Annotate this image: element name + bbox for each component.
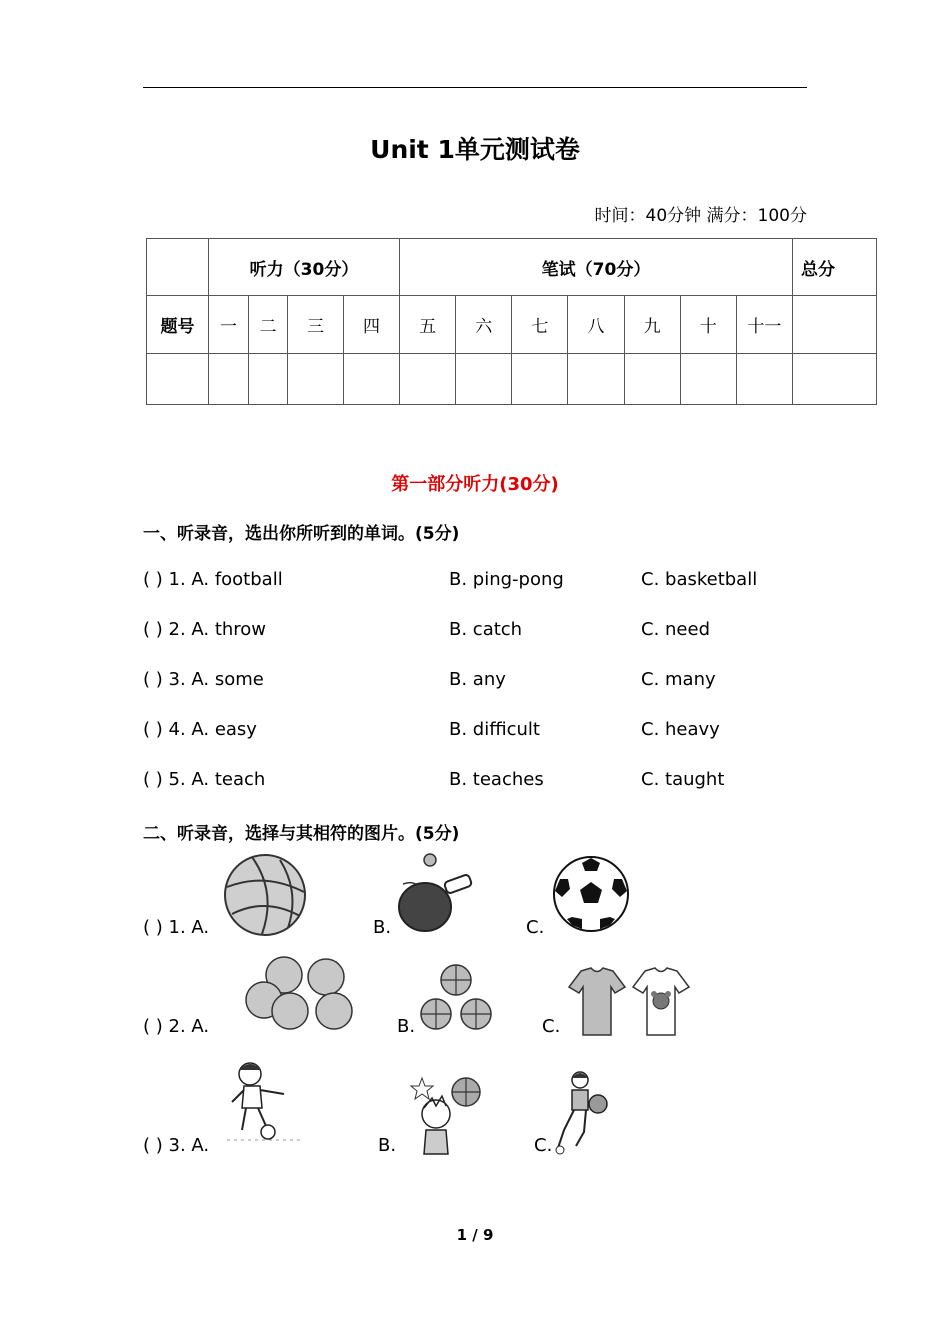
option-b: B. catch xyxy=(449,619,523,640)
section2-heading: 二、听录音，选择与其相符的图片。(5分) xyxy=(143,824,460,844)
score-cell[interactable] xyxy=(209,354,249,405)
ping-pong-paddle-icon xyxy=(395,852,475,934)
score-cell[interactable] xyxy=(249,354,288,405)
score-table xyxy=(146,238,877,405)
soccer-ball-icon xyxy=(552,855,630,933)
row-label: 题号 xyxy=(147,296,209,354)
option-b: B. teaches xyxy=(449,769,544,790)
score-cell[interactable] xyxy=(736,354,792,405)
question-2: ( ) 2. A. throw xyxy=(143,619,267,640)
part1-heading: 第一部分听力(30分) xyxy=(391,474,559,495)
score-cell[interactable] xyxy=(512,354,568,405)
score-cell[interactable] xyxy=(680,354,736,405)
listening-header: 听力（30分） xyxy=(209,239,400,296)
question-5: ( ) 5. A. teach xyxy=(143,769,266,790)
exam-meta: 时间：40分钟 满分：100分 xyxy=(594,206,807,226)
option-c: C. many xyxy=(641,669,716,690)
question-1: ( ) 1. A. football xyxy=(143,569,283,590)
score-cell[interactable] xyxy=(400,354,456,405)
option-b: B. difficult xyxy=(449,719,540,740)
section-number: 十 xyxy=(680,296,736,354)
section-number: 十一 xyxy=(736,296,792,354)
option-c: C. basketball xyxy=(641,569,758,590)
score-cell[interactable] xyxy=(147,354,209,405)
score-cell[interactable] xyxy=(793,354,877,405)
question-3: ( ) 3. A. some xyxy=(143,669,264,690)
section-number: 五 xyxy=(400,296,456,354)
boy-hit-by-ball-icon xyxy=(402,1074,482,1156)
option-b: B. any xyxy=(449,669,506,690)
question-4: ( ) 4. A. easy xyxy=(143,719,257,740)
writing-header: 笔试（70分） xyxy=(400,239,793,296)
section-number: 二 xyxy=(249,296,288,354)
total-cell xyxy=(793,296,877,354)
section-number: 一 xyxy=(209,296,249,354)
picture-question-3: ( ) 3. A. xyxy=(143,1135,210,1156)
option-c: C. taught xyxy=(641,769,725,790)
score-cell[interactable] xyxy=(344,354,400,405)
option-c: C. heavy xyxy=(641,719,720,740)
score-table-corner xyxy=(147,239,209,296)
option-b: B. xyxy=(373,917,392,938)
option-b: B. xyxy=(397,1016,416,1037)
section-number: 四 xyxy=(344,296,400,354)
option-c: C. need xyxy=(641,619,710,640)
page-title: Unit 1单元测试卷 xyxy=(370,135,580,164)
option-b: B. xyxy=(378,1135,397,1156)
score-cell[interactable] xyxy=(456,354,512,405)
section-number: 九 xyxy=(624,296,680,354)
top-rule xyxy=(143,87,807,88)
picture-question-2: ( ) 2. A. xyxy=(143,1016,210,1037)
option-c: C. xyxy=(542,1016,561,1037)
basketball-icon xyxy=(222,852,308,938)
boy-with-basketball-icon xyxy=(554,1070,610,1156)
section1-heading: 一、听录音，选出你所听到的单词。(5分) xyxy=(143,524,460,544)
three-basketballs-icon xyxy=(418,962,494,1032)
four-balls-icon xyxy=(244,955,356,1033)
score-cell[interactable] xyxy=(624,354,680,405)
t-shirts-icon xyxy=(563,965,697,1039)
section-number: 三 xyxy=(288,296,344,354)
picture-question-1: ( ) 1. A. xyxy=(143,917,210,938)
score-cell[interactable] xyxy=(568,354,624,405)
boy-kicking-ball-icon xyxy=(222,1060,310,1146)
total-header: 总分 xyxy=(793,239,877,296)
option-c: C. xyxy=(534,1135,553,1156)
section-number: 八 xyxy=(568,296,624,354)
option-b: B. ping-pong xyxy=(449,569,564,590)
option-c: C. xyxy=(526,917,545,938)
section-number: 七 xyxy=(512,296,568,354)
section-number: 六 xyxy=(456,296,512,354)
score-cell[interactable] xyxy=(288,354,344,405)
page-number: 1 / 9 xyxy=(456,1226,494,1244)
